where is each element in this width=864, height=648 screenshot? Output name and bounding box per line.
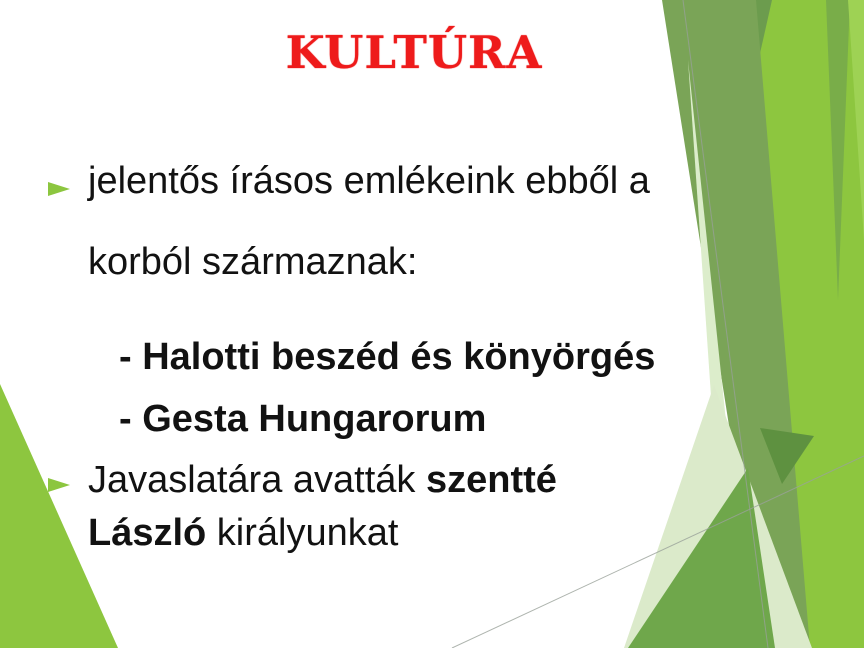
triangle-right-icon: [48, 182, 70, 196]
slide-title: KULTÚRA: [285, 26, 543, 79]
sub-list-item: [119, 398, 486, 441]
text-line: [119, 336, 655, 379]
text-line: [88, 459, 557, 512]
text-line: [88, 512, 557, 565]
text-run: korból származnak:: [88, 241, 418, 283]
bullet-paragraph: [88, 160, 650, 322]
sub-list-item: [119, 336, 655, 379]
bold-text-run: László: [88, 512, 207, 554]
bold-text-run: - Halotti beszéd és könyörgés: [119, 336, 656, 378]
text-line: [88, 160, 650, 241]
text-line: [119, 398, 486, 441]
triangle-right-icon: [48, 478, 70, 492]
bold-text-run: szentté: [425, 459, 557, 501]
text-run: jelentős írásos emlékeink ebből a: [88, 160, 650, 202]
text-run: Javaslatára avatták: [88, 459, 426, 501]
bold-text-run: - Gesta Hungarorum: [119, 398, 487, 440]
text-line: [88, 241, 650, 322]
bullet-paragraph: [88, 459, 557, 565]
text-run: királyunkat: [206, 512, 399, 554]
